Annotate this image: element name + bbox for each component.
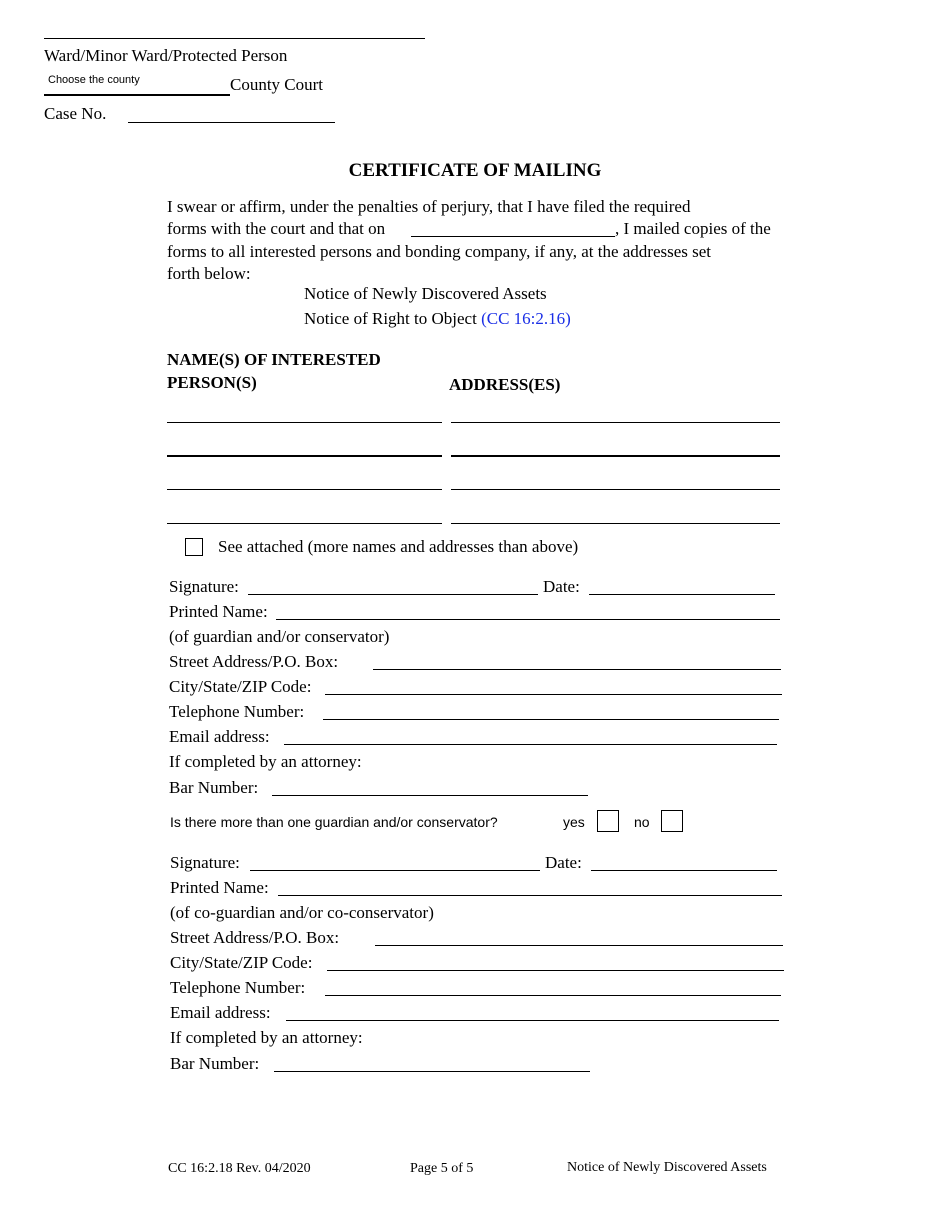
signature-label-1: Signature: [169,577,239,596]
role-label-2: (of co-guardian and/or co-conservator) [170,903,434,922]
yes-checkbox[interactable] [597,810,619,832]
city-field-2[interactable] [327,970,784,971]
printed-name-field-1[interactable] [276,619,780,620]
county-court-label: County Court [230,75,324,94]
yes-label: yes [563,814,585,830]
address-field-2[interactable] [451,455,780,457]
footer-form-id: CC 16:2.18 Rev. 04/2020 [168,1161,311,1176]
address-field-3[interactable] [451,489,780,490]
form-item-2-text: Notice of Right to Object [304,309,482,328]
bar-field-2[interactable] [274,1071,590,1072]
printed-name-field-2[interactable] [278,895,782,896]
ward-label: Ward/Minor Ward/Protected Person [44,46,288,65]
bar-label-1: Bar Number: [169,778,259,797]
email-label-1: Email address: [169,727,270,746]
date-field-1[interactable] [589,594,775,595]
address-field-4[interactable] [451,523,780,524]
attorney-label-1: If completed by an attorney: [169,752,362,771]
street-field-1[interactable] [373,669,781,670]
printed-name-label-1: Printed Name: [169,602,268,621]
date-field-2[interactable] [591,870,777,871]
attorney-label-2: If completed by an attorney: [170,1028,363,1047]
email-field-1[interactable] [284,744,777,745]
role-label-1: (of guardian and/or conservator) [169,627,390,646]
intro-line-4: forth below: [167,264,251,283]
name-field-1[interactable] [167,422,442,423]
phone-field-1[interactable] [323,719,779,720]
multiple-guardians-question: Is there more than one guardian and/or conservator? [170,814,498,830]
signature-label-2: Signature: [170,853,240,872]
name-field-4[interactable] [167,523,442,524]
date-label-1: Date: [543,577,580,596]
addresses-header: ADDRESS(ES) [449,375,561,394]
no-checkbox[interactable] [661,810,683,832]
street-field-2[interactable] [375,945,783,946]
city-field-1[interactable] [325,694,782,695]
intro-line-1: I swear or affirm, under the penalties of perjury, that I have filed the required [167,197,691,216]
city-label-2: City/State/ZIP Code: [170,953,313,972]
phone-label-1: Telephone Number: [169,702,305,721]
footer-page-number: Page 5 of 5 [410,1161,474,1176]
county-select[interactable] [44,72,230,96]
email-label-2: Email address: [170,1003,271,1022]
case-no-field[interactable] [128,122,335,123]
intro-line-2-end: , I mailed copies of the [615,219,771,238]
date-label-2: Date: [545,853,582,872]
phone-field-2[interactable] [325,995,781,996]
see-attached-checkbox[interactable] [185,538,203,556]
name-field-2[interactable] [167,455,442,457]
email-field-2[interactable] [286,1020,779,1021]
address-field-1[interactable] [451,422,780,423]
city-label-1: City/State/ZIP Code: [169,677,312,696]
printed-name-label-2: Printed Name: [170,878,269,897]
page-title: CERTIFICATE OF MAILING [348,160,602,181]
phone-label-2: Telephone Number: [170,978,306,997]
signature-field-2[interactable] [250,870,540,871]
form-item-2 [304,309,571,329]
intro-line-3: forms to all interested persons and bonding company, if any, at the addresses set [167,242,712,261]
see-attached-label: See attached (more names and addresses than above) [218,537,579,556]
form-reference-link[interactable]: (CC 16:2.16) [481,309,571,328]
names-header-2: PERSON(S) [167,373,257,392]
ward-name-field[interactable] [44,38,425,39]
names-header-1: NAME(S) OF INTERESTED [167,350,381,369]
no-label: no [634,814,650,830]
signature-field-1[interactable] [248,594,538,595]
mailing-date-field[interactable] [411,236,615,237]
street-label-1: Street Address/P.O. Box: [169,652,339,671]
bar-label-2: Bar Number: [170,1054,260,1073]
street-label-2: Street Address/P.O. Box: [170,928,340,947]
case-no-label: Case No. [44,104,107,123]
name-field-3[interactable] [167,489,442,490]
county-placeholder: Choose the county [48,74,140,86]
footer-doc-title: Notice of Newly Discovered Assets [567,1160,767,1175]
intro-line-2-start: forms with the court and that on [167,219,386,238]
form-item-1: Notice of Newly Discovered Assets [304,284,547,303]
bar-field-1[interactable] [272,795,588,796]
